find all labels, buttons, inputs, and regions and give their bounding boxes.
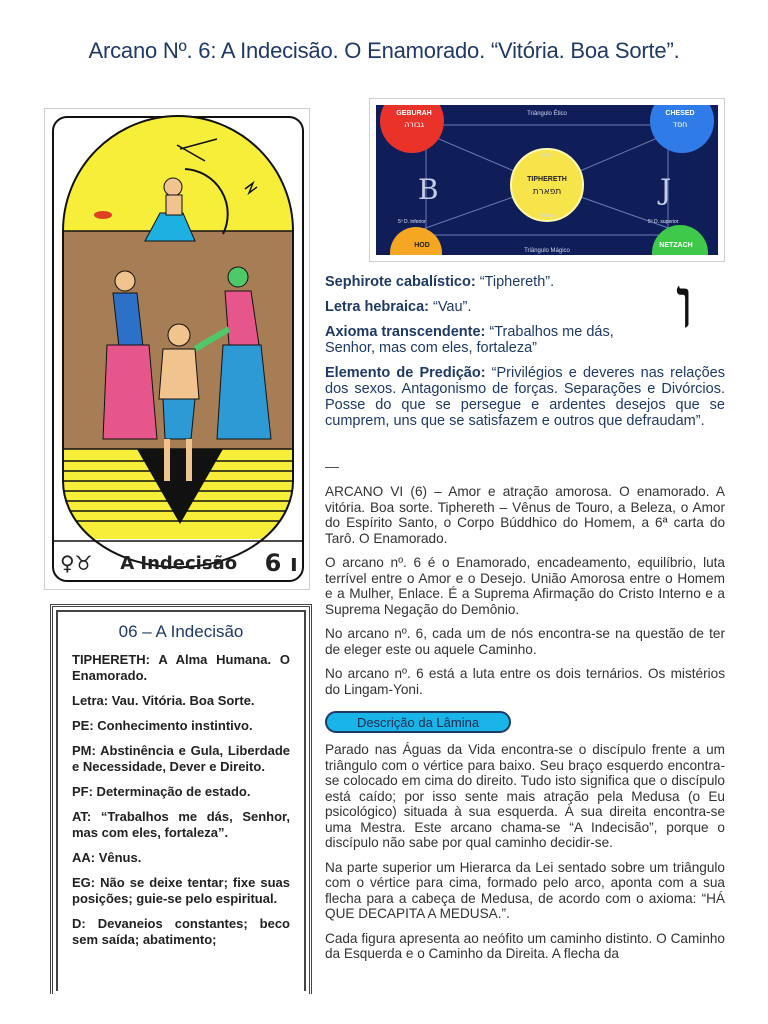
geburah-label: GEBURAH	[396, 110, 432, 117]
sephirote-line: Sephirote cabalístico: “Tiphereth”.	[325, 274, 555, 290]
summary-item: D: Devaneios constantes; beco sem saída; abatimento;	[72, 916, 290, 947]
description-text	[325, 742, 725, 971]
arcano-metadata	[325, 274, 725, 438]
tarot-card-image	[44, 108, 310, 590]
paragraph: Na parte superior um Hierarca da Lei sentado sobre um triângulo com o vértice para cima, formado pelo arco, aponta com a sua flecha para a cabeça de Medusa, de acordo com o axioma: “HÁ QUE DECAPITA A MEDUSA.”.	[325, 859, 725, 921]
tarot-card-caption	[60, 548, 298, 578]
summary-item: TIPHERETH: A Alma Humana. O Enamorado.	[72, 652, 290, 683]
svg-text:Beleza: Beleza	[539, 213, 555, 219]
summary-title: 06 – A Indecisão	[118, 622, 244, 641]
summary-item: EG: Não se deixe tentar; fixe suas posições; guie-se pelo espiritual.	[72, 875, 290, 906]
card-name: A Indecisão	[120, 552, 238, 574]
summary-item: Letra: Vau. Vitória. Boa Sorte.	[72, 693, 255, 708]
paragraph: Cada figura apresenta ao neófito um caminho distinto. O Caminho da Esquerda e o Caminho da Direita. A flecha da	[325, 930, 725, 961]
arcano-summary-box	[50, 604, 312, 994]
pillar-jakin: J	[660, 173, 672, 206]
paragraph: ARCANO VI (6) – Amor e atração amorosa. O enamorado. A vitória. Boa sorte. Tiphereth – Vênus de Touro, a Beleza, o Amor do Espírito Santo, o Corpo Búddhico do Homem, a 6ª carta do Tarô. O Enamorado.	[325, 484, 725, 546]
summary-item: PM: Abstinência e Gula, Liberdade e Necessidade, Dever e Direito.	[72, 743, 290, 774]
svg-text:תפארת: תפארת	[532, 187, 562, 197]
letra-line: Letra hebraica: “Vau”.	[325, 299, 472, 315]
tiphereth-label: TIPHERETH	[527, 176, 567, 183]
summary-item: PE: Conhecimento instintivo.	[72, 718, 253, 733]
svg-text:גבורה: גבורה	[404, 120, 424, 129]
paragraph: Parado nas Águas da Vida encontra-se o discípulo frente a um triângulo com o vértice para baixo. Seu braço esquerdo encontra-se colocado em cima do direito. Tudo isto significa que o discípulo está caído; por isso sente mais atração pela Medusa (o Eu psicológico) situada à sua esquerda. À sua direita encontra-se uma Mestra. Este arcano chama-se “A Indecisão”, porque o discípulo não sabe por qual caminho decidir-se.	[325, 742, 725, 850]
intro-text	[325, 484, 725, 706]
netzach-label: NETZACH	[659, 242, 693, 249]
paragraph: O arcano nº. 6 é o Enamorado, encadeamento, equilíbrio, luta terrível entre o Amor e o Desejo. União Amorosa entre o Homem e a Mulher, Enlace. É a Suprema Afirmação do Cristo Interno e a Suprema Negação do Demônio.	[325, 555, 725, 617]
svg-text:6º D: 6º D	[542, 153, 552, 159]
summary-item: AA: Vênus.	[72, 850, 142, 865]
svg-text:5º D. superior: 5º D. superior	[648, 219, 679, 225]
svg-text:חסד: חסד	[672, 120, 688, 129]
venus-taurus-symbols: ♀♉	[60, 551, 93, 575]
section-heading-descricao: Descrição da Lâmina	[325, 711, 511, 733]
page-title: Arcano Nº. 6: A Indecisão. O Enamorado. “Vitória. Boa Sorte”.	[88, 38, 680, 63]
paragraph: No arcano nº. 6, cada um de nós encontra-se na questão de ter de eleger este ou aquele Caminho.	[325, 626, 725, 657]
axioma-line: Axioma transcendente: “Trabalhos me dás, Senhor, mas com eles, fortaleza”	[325, 324, 614, 356]
separator-dash: —	[325, 458, 339, 474]
elemento-line: Elemento de Predição: “Privilégios e deveres nas relações dos sexos. Antagonismo de forças. Separações e Divórcios. Posse do que se persegue e ardentes desejos que se cumprem, uns que se satisfazem e outros que defraudam”.	[325, 365, 725, 429]
summary-item: PF: Determinação de estado.	[72, 784, 251, 799]
vau-hebrew-letter: ו	[676, 262, 694, 344]
paragraph: No arcano nº. 6 está a luta entre os dois ternários. Os mistérios do Lingam-Yoni.	[325, 666, 725, 697]
card-number: ו 6	[264, 549, 298, 577]
hod-label: HOD	[414, 242, 430, 249]
svg-text:5º D. inferior: 5º D. inferior	[398, 219, 426, 225]
pillar-boaz: B	[418, 173, 439, 206]
sephiroth-diagram	[369, 98, 725, 262]
summary-item: AT: “Trabalhos me dás, Senhor, mas com eles, fortaleza”.	[72, 809, 290, 840]
chesed-label: CHESED	[665, 110, 695, 117]
triangle-etico-label: Triângulo Ético	[527, 111, 567, 117]
triangle-magico-label: Triângulo Mágico	[524, 248, 570, 254]
